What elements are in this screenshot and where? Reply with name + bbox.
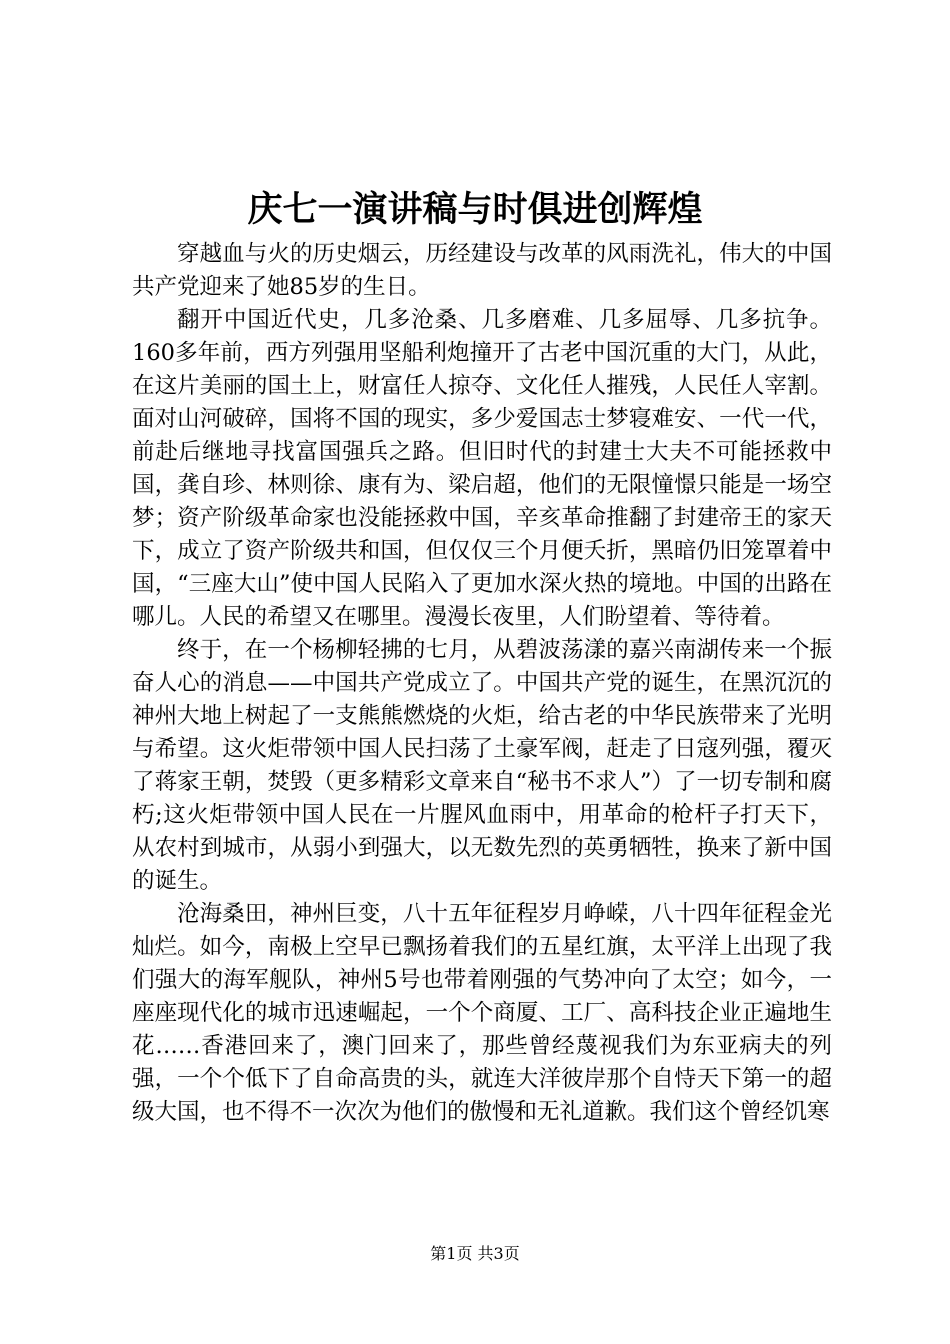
- paragraph: 翻开中国近代史，几多沧桑、几多磨难、几多屈辱、几多抗争。160多年前，西方列强用坚船利炮撞开了古老中国沉重的大门，从此，在这片美丽的国土上，财富任人掠夺、文化任人摧残，人民任人宰割。面对山河破碎，国将不国的现实，多少爱国志士梦寝难安、一代一代，前赴后继地寻找富国强兵之路。但旧时代的封建士大夫不可能拯救中国，龚自珍、林则徐、康有为、梁启超，他们的无限憧憬只能是一场空梦；资产阶级革命家也没能拯救中国，辛亥革命推翻了封建帝王的家天下，成立了资产阶级共和国，但仅仅三个月便夭折，黑暗仍旧笼罩着中国，“三座大山”使中国人民陷入了更加水深火热的境地。中国的出路在哪儿。人民的希望又在哪里。漫漫长夜里，人们盼望着、等待着。: [132, 307, 832, 630]
- paragraph: 沧海桑田，神州巨变，八十五年征程岁月峥嵘，八十四年征程金光灿烂。如今，南极上空早已飘扬着我们的五星红旗，太平洋上出现了我们强大的海军舰队，神州5号也带着刚强的气势冲向了太空；如今，一座座现代化的城市迅速崛起，一个个商厦、工厂、高科技企业正遍地生花……香港回来了，澳门回来了，那些曾经蔑视我们为东亚病夫的列强，一个个低下了自命高贵的头，就连大洋彼岸那个自恃天下第一的超级大国，也不得不一次次为他们的傲慢和无礼道歉。我们这个曾经饥寒: [132, 901, 832, 1125]
- paragraph: 终于，在一个杨柳轻拂的七月，从碧波荡漾的嘉兴南湖传来一个振奋人心的消息——中国共产党成立了。中国共产党的诞生，在黑沉沉的神州大地上树起了一支熊熊燃烧的火炬，给古老的中华民族带来了光明与希望。这火炬带领中国人民扫荡了土豪军阀，赶走了日寇列强，覆灭了蒋家王朝，焚毁（更多精彩文章来自“秘书不求人”）了一切专制和腐朽;这火炬带领中国人民在一片腥风血雨中，用革命的枪杆子打天下，从农村到城市，从弱小到强大，以无数先烈的英勇牺牲，换来了新中国的诞生。: [132, 637, 832, 894]
- document-title: 庆七一演讲稿与时俱进创辉煌: [247, 189, 703, 230]
- page-footer: 第1页 共3页: [430, 1244, 520, 1263]
- paragraph: 穿越血与火的历史烟云，历经建设与改革的风雨洗礼，伟大的中国共产党迎来了她85岁的生日。: [132, 241, 832, 300]
- document-body: [132, 238, 832, 1129]
